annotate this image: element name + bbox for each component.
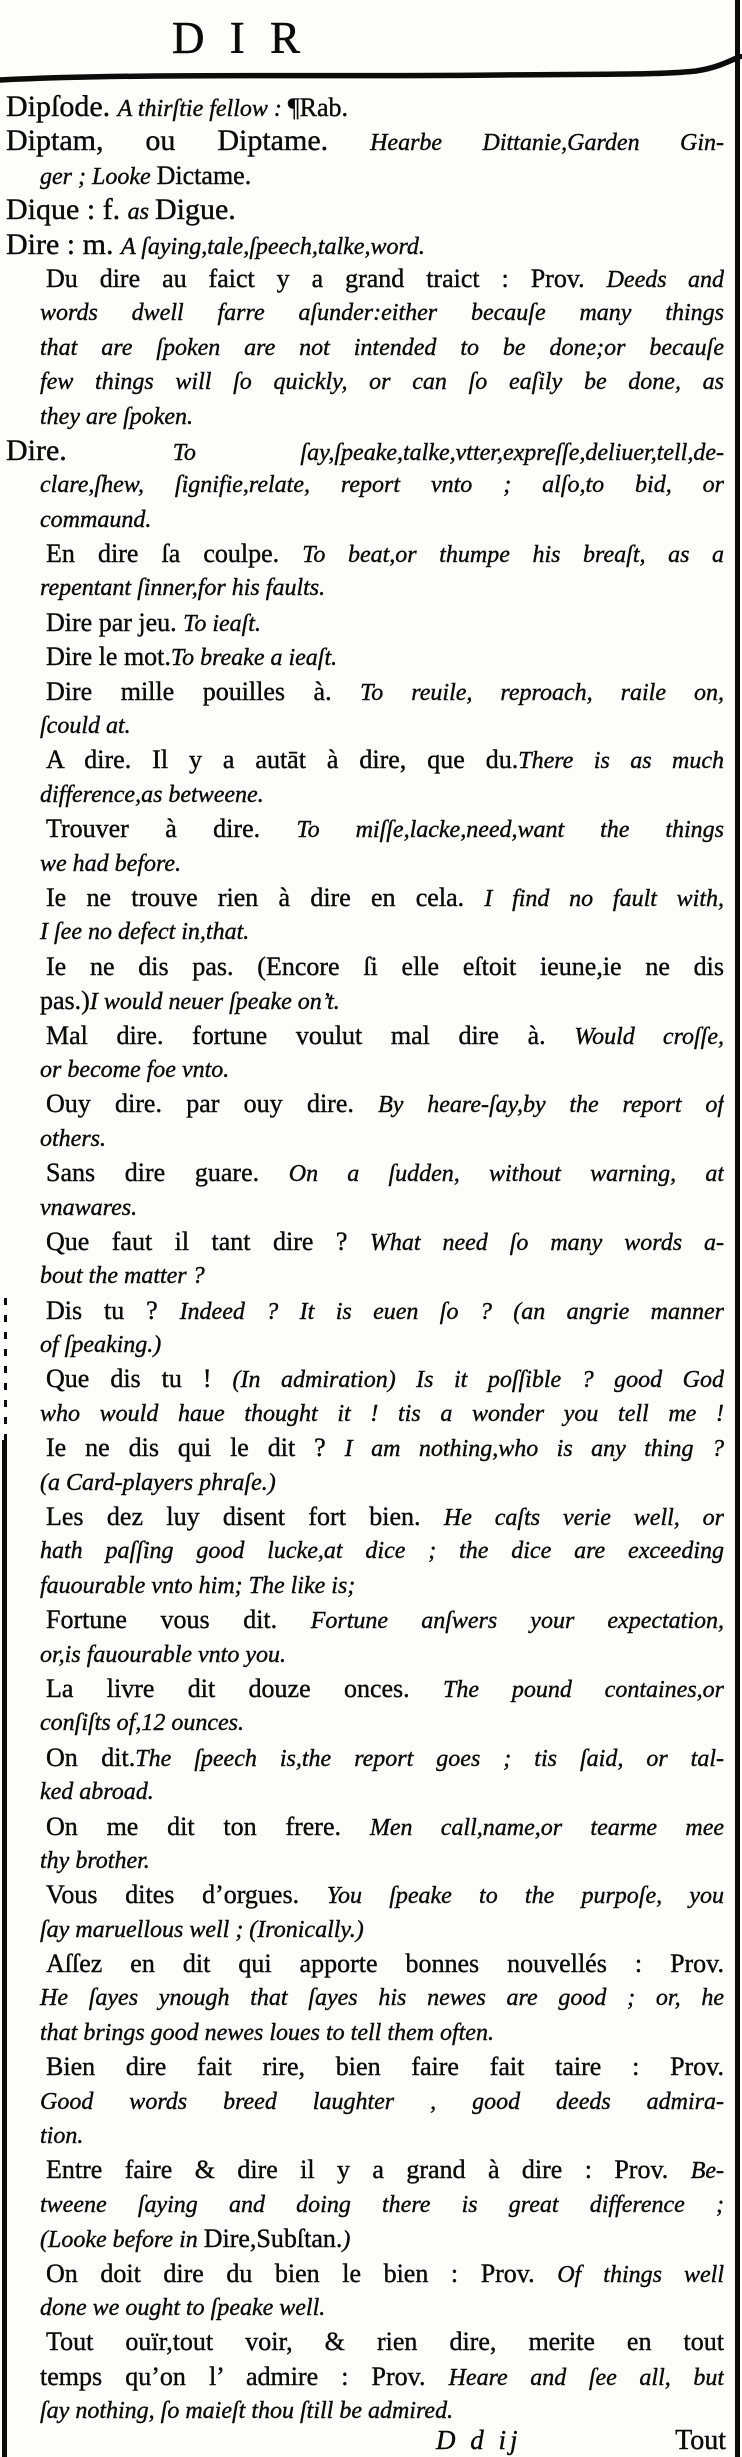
french-phrase-segment: Dictame. (156, 160, 252, 190)
dictionary-line (0, 606, 724, 640)
dictionary-line (0, 1191, 724, 1225)
english-gloss-segment: difference,as betweene. (40, 781, 264, 808)
dictionary-line (0, 400, 724, 434)
dictionary-line (0, 1569, 724, 1603)
dictionary-line (0, 1775, 724, 1809)
english-gloss-segment: You ſpeake to the purpoſe, you (326, 1883, 724, 1910)
english-gloss-segment: bout the matter ? (40, 1263, 205, 1290)
english-gloss-segment: The ſpeech is,the report goes ; tis ſaid, or tal- (135, 1745, 724, 1772)
english-gloss-segment: conſiſts of,12 ounces. (40, 1710, 244, 1737)
french-phrase-segment: Sans dire guare. (46, 1158, 289, 1188)
dictionary-line (0, 2050, 724, 2084)
english-gloss-segment: To miſſe,lacke,need,want the things (296, 817, 724, 844)
english-gloss-segment: done we ought to ſpeake well. (40, 2295, 326, 2321)
headword-segment: Dipſode. (6, 90, 118, 123)
page-footer (0, 2424, 742, 2457)
english-gloss-segment: few things will ſo quickly, or can ſo eaſily be done, as (40, 369, 724, 396)
french-phrase-segment: Ie ne dis pas. (Encore ſi elle eſtoit ieune,ie ne dis (46, 951, 724, 981)
english-gloss-segment: A thirſtie fellow : (117, 96, 288, 122)
dictionary-line (0, 124, 724, 158)
french-phrase-segment: Entre faire & dire il y a grand à dire : Prov. (46, 2155, 691, 2185)
french-phrase-segment: La livre dit douze onces. (46, 1673, 443, 1703)
dictionary-line (0, 2325, 724, 2359)
french-phrase-segment: On me dit ton frere. (46, 1811, 370, 1841)
dictionary-line (0, 1466, 724, 1500)
dictionary-line (0, 1741, 724, 1775)
english-gloss-segment: we had before. (40, 850, 182, 877)
french-phrase-segment: Dire,Subſtan. (203, 2224, 343, 2254)
english-gloss-segment: or,is fauourable vnto you. (40, 1641, 286, 1668)
english-gloss-segment: as (127, 199, 155, 226)
dictionary-line (0, 537, 724, 571)
dictionary-line (0, 1259, 724, 1293)
catchword: Tout (675, 2425, 726, 2456)
english-gloss-segment: What need ſo many words a- (369, 1229, 724, 1256)
french-phrase-segment: En dire ſa coulpe. (46, 539, 303, 569)
french-phrase-segment: Ie ne dis qui le dit ? (46, 1433, 345, 1463)
dictionary-line (0, 743, 724, 777)
dictionary-line (0, 1844, 724, 1878)
english-gloss-segment: hath paſſing good lucke,at dice ; the dice are exceeding (40, 1538, 724, 1565)
dictionary-line (0, 847, 724, 881)
english-gloss-segment: tweene ſaying and doing there is great difference ; (40, 2191, 724, 2218)
dictionary-line (0, 2257, 724, 2291)
english-gloss-segment: of ſpeaking.) (40, 1332, 162, 1359)
dictionary-line (0, 915, 724, 949)
dictionary-line (0, 90, 724, 124)
dictionary-line (0, 950, 724, 984)
dictionary-line (0, 2085, 724, 2119)
english-gloss-segment: He ſayes ynough that ſayes his newes are good ; or, he (40, 1985, 724, 2012)
english-gloss-segment: or become foe vnto. (40, 1056, 230, 1083)
english-gloss-segment: (a Card-players phraſe.) (40, 1469, 276, 1496)
english-gloss-segment: words dwell farre aſunder:either becauſe many things (40, 300, 724, 327)
dictionary-line (0, 1534, 724, 1568)
french-phrase-segment: Ouy dire. par ouy dire. (46, 1089, 379, 1119)
english-gloss-segment: I would neuer ſpeake on’t. (89, 989, 340, 1016)
dictionary-line (0, 2119, 724, 2153)
english-gloss-segment: To ſay,ſpeake,talke,vtter,expreſſe,deliuer,tell,de- (172, 439, 724, 466)
english-gloss-segment: fauourable vnto him; The like is; (40, 1572, 356, 1599)
dictionary-line (0, 1294, 724, 1328)
dictionary-line (0, 1878, 724, 1912)
english-gloss-segment: There is as much (518, 748, 724, 775)
french-phrase-segment: Dire le mot. (46, 642, 171, 672)
english-gloss-segment: Would croſſe, (574, 1023, 724, 1050)
english-gloss-segment: Heare and ſee all, but (448, 2364, 724, 2391)
english-gloss-segment: To reuile, reproach, raile on, (360, 679, 724, 706)
english-gloss-segment: Be- (690, 2158, 724, 2185)
french-phrase-segment: Mal dire. fortune voulut mal dire à. (46, 1020, 575, 1050)
dictionary-line (0, 1328, 724, 1362)
dictionary-line (0, 262, 724, 296)
english-gloss-segment: A ſaying,tale,ſpeech,talke,word. (120, 233, 425, 260)
dictionary-line (0, 1397, 724, 1431)
english-gloss-segment: (Looke before in (40, 2227, 204, 2254)
headword-segment: Diptam, ou Diptame. (6, 124, 371, 158)
dictionary-line (0, 2291, 724, 2325)
french-phrase-segment: Les dez luy disent fort bien. (46, 1502, 444, 1532)
dictionary-line (0, 881, 724, 915)
dictionary-line (0, 2222, 724, 2256)
page-header-title: D I R (172, 13, 307, 63)
english-gloss-segment: He caſts verie well, or (443, 1505, 724, 1532)
english-gloss-segment: On a ſudden, without warning, at (288, 1161, 724, 1188)
french-phrase-segment: On dit. (46, 1742, 136, 1772)
french-phrase-segment: On doit dire du bien le bien : Prov. (46, 2258, 558, 2288)
french-phrase-segment: Trouver à dire. (46, 814, 297, 844)
headword-segment: Digue. (154, 193, 236, 227)
english-gloss-segment: ) (342, 2227, 351, 2254)
english-gloss-segment: they are ſpoken. (40, 403, 194, 430)
french-phrase-segment: Du dire au faict y a grand traict : Prov. (46, 263, 607, 293)
english-gloss-segment: ſay nothing, ſo maieſt thou ſtill be admired. (40, 2398, 454, 2425)
dictionary-line (0, 571, 724, 605)
english-gloss-segment: Good words breed laughter , good deeds admira- (40, 2088, 724, 2115)
dictionary-line (0, 331, 724, 365)
headword-segment: Dire : m. (6, 227, 121, 261)
english-gloss-segment: Indeed ? It is euen ſo ? (an angrie manner (179, 1298, 724, 1325)
dictionary-line (0, 159, 724, 193)
english-gloss-segment: who would haue thought it ! tis a wonder you tell me ! (40, 1400, 724, 1427)
english-gloss-segment: To breake a ieaſt. (170, 645, 338, 672)
french-phrase-segment: ¶Rab. (287, 93, 349, 122)
english-gloss-segment: To ieaſt. (183, 610, 261, 637)
dictionary-line (0, 2360, 724, 2394)
dictionary-line (0, 1053, 724, 1087)
dictionary-line (0, 709, 724, 743)
dictionary-line (0, 1087, 724, 1121)
french-phrase-segment: Dire par jeu. (46, 607, 184, 637)
english-gloss-segment: Fortune anſwers your expectation, (310, 1608, 724, 1635)
french-phrase-segment: Dire mille pouilles à. (46, 676, 361, 706)
english-gloss-segment: I ſee no defect in,that. (40, 919, 250, 946)
english-gloss-segment: ſcould at. (40, 713, 131, 740)
dictionary-line (0, 1706, 724, 1740)
dictionary-line (0, 365, 724, 399)
french-phrase-segment: Tout ouïr,tout voir, & rien dire, merite en tout (46, 2327, 724, 2357)
french-phrase-segment: temps qu’on l’ admire : Prov. (40, 2361, 449, 2391)
english-gloss-segment: repentant ſinner,for his faults. (40, 575, 326, 602)
english-gloss-segment: Of things well (557, 2261, 724, 2288)
french-phrase-segment: Vous dites d’orgues. (46, 1880, 327, 1910)
dictionary-line (0, 2016, 724, 2050)
dictionary-line (0, 778, 724, 812)
english-gloss-segment: ſay maruellous well ; (Ironically.) (40, 1916, 364, 1943)
english-gloss-segment: commaund. (40, 506, 152, 533)
dictionary-line (0, 984, 724, 1018)
english-gloss-segment: I find no fault with, (484, 885, 724, 912)
english-gloss-segment: The pound containes,or (443, 1676, 724, 1703)
dictionary-line (0, 1019, 724, 1053)
dictionary-line (0, 640, 724, 674)
dictionary-line (0, 675, 724, 709)
french-phrase-segment: A dire. Il y a autāt à dire, que du. (46, 745, 519, 775)
dictionary-line (0, 1810, 724, 1844)
dictionary-line (0, 2153, 724, 2187)
dictionary-line (0, 1672, 724, 1706)
dictionary-line (0, 1225, 724, 1259)
english-gloss-segment: that brings good newes loues to tell them often. (40, 2019, 494, 2046)
french-phrase-segment: Dis tu ? (46, 1295, 180, 1325)
dictionary-line (0, 193, 724, 227)
dictionary-line (0, 434, 724, 468)
dictionary-line (0, 1913, 724, 1947)
french-phrase-segment: Bien dire fait rire, bien faire fait taire : Prov. (46, 2052, 724, 2082)
dictionary-line (0, 1431, 724, 1465)
english-gloss-segment: ked abroad. (40, 1779, 154, 1806)
english-gloss-segment: To beat,or thumpe his breaſt, as a (302, 542, 724, 569)
dictionary-line (0, 1981, 724, 2015)
french-phrase-segment: Aſſez en dit qui apporte bonnes nouvellés : Prov. (46, 1949, 724, 1979)
english-gloss-segment: tion. (40, 2123, 84, 2150)
english-gloss-segment: vnawares. (40, 1194, 138, 1221)
headword-segment: Dique : f. (6, 193, 128, 227)
dictionary-line (0, 503, 724, 537)
french-phrase-segment: Que faut il tant dire ? (46, 1226, 370, 1256)
dictionary-line (0, 1156, 724, 1190)
french-phrase-segment: Que dis tu ! (46, 1364, 233, 1394)
english-gloss-segment: Hearbe Dittanie,Garden Gin- (370, 130, 724, 157)
english-gloss-segment: (In admiration) Is it poſſible ? good God (232, 1367, 724, 1394)
dictionary-line (0, 468, 724, 502)
dictionary-column (0, 90, 742, 2429)
english-gloss-segment: I am nothing,who is any thing ? (344, 1436, 724, 1463)
french-phrase-segment: Ie ne trouve rien à dire en cela. (46, 882, 485, 912)
english-gloss-segment: clare,ſhew, ſignifie,relate, report vnto ; alſo,to bid, or (40, 472, 724, 499)
header-rule (0, 54, 742, 86)
french-phrase-segment: Fortune vous dit. (46, 1605, 311, 1635)
english-gloss-segment: ger ; Looke (40, 163, 157, 190)
dictionary-line (0, 1500, 724, 1534)
dictionary-line (0, 1362, 724, 1396)
dictionary-line (0, 228, 724, 262)
english-gloss-segment: others. (40, 1125, 106, 1152)
english-gloss-segment: Men call,name,or tearme mee (369, 1814, 724, 1841)
dictionary-line (0, 1947, 724, 1981)
quire-signature: D d ij (436, 2425, 522, 2455)
dictionary-line (0, 2188, 724, 2222)
dictionary-line (0, 1638, 724, 1672)
english-gloss-segment: that are ſpoken are not intended to be done;or becauſe (40, 334, 724, 361)
english-gloss-segment: thy brother. (40, 1847, 150, 1874)
dictionary-line (0, 812, 724, 846)
english-gloss-segment: Deeds and (606, 266, 724, 293)
dictionary-line (0, 296, 724, 330)
english-gloss-segment: By heare-ſay,by the report of (378, 1092, 724, 1119)
french-phrase-segment: pas.) (40, 986, 90, 1016)
dictionary-line (0, 1603, 724, 1637)
headword-segment: Dire. (6, 433, 173, 467)
dictionary-line (0, 1122, 724, 1156)
